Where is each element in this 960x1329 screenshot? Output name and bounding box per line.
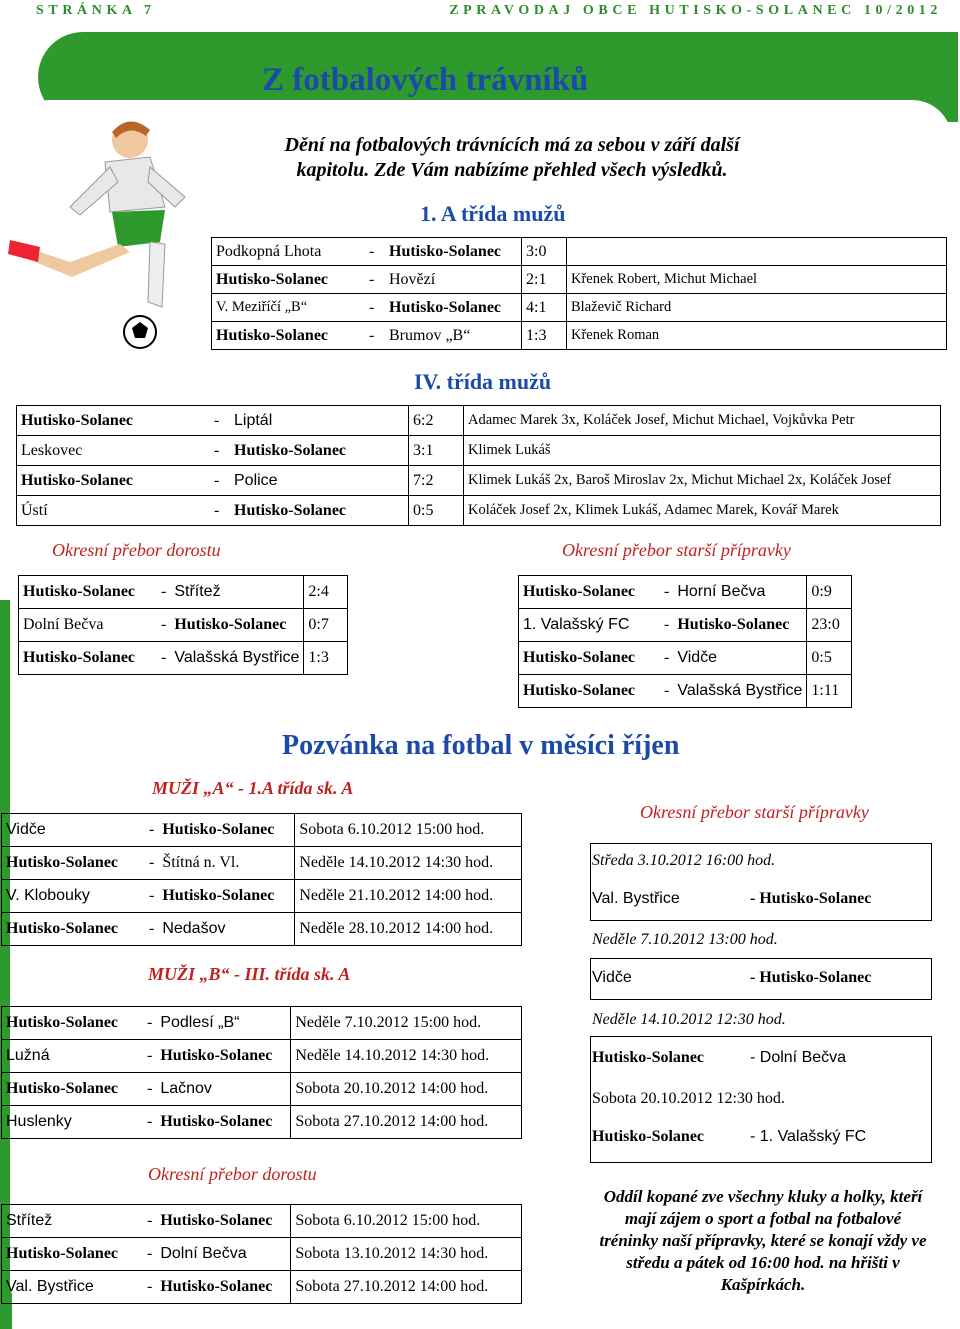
separator: -	[157, 576, 170, 609]
separator: -	[143, 1271, 156, 1304]
dorost-fixtures-title: Okresní přebor dorostu	[148, 1164, 317, 1184]
away-team: Hutisko-Solanec	[230, 496, 409, 526]
away-team: Hutisko-Solanec	[156, 1106, 291, 1139]
invitation-title: Pozvánka na fotbal v měsíci říjen	[282, 730, 680, 761]
fixture-away: - Hutisko-Solanec	[750, 890, 872, 907]
dorost-fixtures-table	[1, 1204, 522, 1304]
separator: -	[143, 1073, 156, 1106]
home-team: Hutisko-Solanec	[2, 913, 146, 946]
away-team: Brumov „B“	[385, 322, 522, 350]
score: 3:1	[409, 436, 464, 466]
home-team: 1. Valašský FC	[519, 609, 661, 642]
scorers: Křenek Robert, Michut Michael	[567, 266, 947, 294]
fixture-home: Hutisko-Solanec	[592, 1128, 705, 1145]
home-team: V. Meziříčí „B“	[212, 294, 366, 322]
table-row	[19, 576, 348, 609]
date: Sobota 13.10.2012 14:30 hod.	[291, 1238, 522, 1271]
date: Neděle 21.10.2012 14:00 hod.	[295, 880, 522, 913]
home-team: Hutisko-Solanec	[519, 576, 661, 609]
muzi-a-title: MUŽI „A“ - 1.A třída sk. A	[152, 778, 354, 798]
scorers: Klimek Lukáš	[464, 436, 941, 466]
date: Neděle 7.10.2012 15:00 hod.	[291, 1007, 522, 1040]
score: 1:3	[304, 642, 348, 675]
score: 0:7	[304, 609, 348, 642]
home-team: Hutisko-Solanec	[19, 576, 158, 609]
fixture-home: Vidče	[592, 969, 632, 986]
table-row	[2, 1205, 522, 1238]
table-row	[519, 675, 852, 708]
separator: -	[365, 294, 385, 322]
table-row	[17, 436, 941, 466]
separator: -	[145, 814, 158, 847]
away-team: Valašská Bystřice	[673, 675, 807, 708]
pripravka-results-table	[518, 575, 852, 708]
page-title: Z fotbalových trávníků	[262, 62, 589, 98]
score: 0:5	[807, 642, 852, 675]
home-team: Hutisko-Solanec	[212, 322, 366, 350]
fixture-home: Val. Bystřice	[592, 890, 680, 907]
separator: -	[145, 880, 158, 913]
pripravka-fixtures-title: Okresní přebor starší přípravky	[640, 802, 869, 822]
score: 4:1	[522, 294, 567, 322]
scorers: Adamec Marek 3x, Koláček Josef, Michut Michael, Vojkůvka Petr	[464, 406, 941, 436]
score: 2:1	[522, 266, 567, 294]
separator: -	[365, 322, 385, 350]
table-row	[2, 1106, 522, 1139]
score: 7:2	[409, 466, 464, 496]
table-row	[2, 814, 522, 847]
away-team: Štítná n. Vl.	[158, 847, 295, 880]
home-team: V. Klobouky	[2, 880, 146, 913]
table-row	[212, 294, 947, 322]
date: Sobota 20.10.2012 14:00 hod.	[291, 1073, 522, 1106]
away-team: Hutisko-Solanec	[230, 436, 409, 466]
table-row	[2, 880, 522, 913]
score: 1:3	[522, 322, 567, 350]
separator: -	[660, 675, 673, 708]
training-invitation-text: Oddíl kopané zve všechny kluky a holky, kteří mají zájem o sport a fotbal na fotbalové tréninky naší přípravky, které se konají vždy ve středu a pátek od 16:00 hod. na hřišti v Kašpírkách.	[599, 1187, 927, 1294]
away-team: Valašská Bystřice	[170, 642, 304, 675]
home-team: Hutisko-Solanec	[212, 266, 366, 294]
score: 3:0	[522, 238, 567, 266]
score: 23:0	[807, 609, 852, 642]
separator: -	[210, 436, 230, 466]
separator: -	[365, 238, 385, 266]
separator: -	[157, 609, 170, 642]
fixture-away: - Dolní Bečva	[750, 1049, 847, 1066]
home-team: Ústí	[17, 496, 211, 526]
date: Sobota 6.10.2012 15:00 hod.	[291, 1205, 522, 1238]
home-team: Hutisko-Solanec	[2, 1007, 144, 1040]
separator: -	[210, 406, 230, 436]
pripravka-results-title: Okresní přebor starší přípravky	[562, 540, 791, 560]
separator: -	[660, 642, 673, 675]
away-team: Nedašov	[158, 913, 295, 946]
table-row	[19, 642, 348, 675]
fixture-date: Sobota 20.10.2012 12:30 hod.	[592, 1090, 785, 1107]
table-row	[212, 322, 947, 350]
fixture-away: - 1. Valašský FC	[750, 1128, 867, 1145]
away-team: Vidče	[673, 642, 807, 675]
table-row	[519, 609, 852, 642]
home-team: Hutisko-Solanec	[17, 466, 211, 496]
intro-text: Dění na fotbalových trávnících má za sebou v září další kapitolu. Zde Vám nabízíme přehled všech výsledků.	[284, 134, 740, 181]
date: Neděle 14.10.2012 14:30 hod.	[291, 1040, 522, 1073]
muzi-b-title: MUŽI „B“ - III. třída sk. A	[148, 964, 351, 984]
muzi-b-fixtures-table	[1, 1006, 522, 1139]
away-team: Hutisko-Solanec	[158, 814, 295, 847]
score: 6:2	[409, 406, 464, 436]
away-team: Střítež	[170, 576, 304, 609]
separator: -	[143, 1007, 156, 1040]
table-row	[212, 238, 947, 266]
separator: -	[660, 609, 673, 642]
away-team: Hovězí	[385, 266, 522, 294]
home-team: Val. Bystřice	[2, 1271, 144, 1304]
home-team: Hutisko-Solanec	[2, 847, 146, 880]
home-team: Hutisko-Solanec	[519, 675, 661, 708]
score: 0:5	[409, 496, 464, 526]
separator: -	[145, 913, 158, 946]
home-team: Podkopná Lhota	[212, 238, 366, 266]
page-number: STRÁNKA 7	[36, 3, 156, 18]
separator: -	[143, 1040, 156, 1073]
muzi-a-fixtures-table	[1, 813, 522, 946]
a-class-title: 1. A třída mužů	[420, 201, 566, 226]
date: Sobota 27.10.2012 14:00 hod.	[291, 1271, 522, 1304]
home-team: Hutisko-Solanec	[19, 642, 158, 675]
home-team: Hutisko-Solanec	[17, 406, 211, 436]
separator: -	[660, 576, 673, 609]
separator: -	[365, 266, 385, 294]
away-team: Hutisko-Solanec	[385, 294, 522, 322]
fixture-date: Neděle 7.10.2012 13:00 hod.	[592, 931, 778, 948]
separator: -	[143, 1238, 156, 1271]
away-team: Liptál	[230, 406, 409, 436]
fixture-date: Neděle 14.10.2012 12:30 hod.	[592, 1011, 786, 1028]
table-row	[17, 496, 941, 526]
table-row	[2, 913, 522, 946]
separator: -	[143, 1106, 156, 1139]
table-row	[19, 609, 348, 642]
away-team: Podlesí „B“	[156, 1007, 291, 1040]
scorers: Blaževič Richard	[567, 294, 947, 322]
table-row	[2, 1040, 522, 1073]
away-team: Hutisko-Solanec	[673, 609, 807, 642]
separator: -	[145, 847, 158, 880]
away-team: Police	[230, 466, 409, 496]
dorost-results-title: Okresní přebor dorostu	[52, 540, 221, 560]
table-row	[2, 1271, 522, 1304]
home-team: Huslenky	[2, 1106, 144, 1139]
page-header	[0, 3, 960, 23]
date: Sobota 6.10.2012 15:00 hod.	[295, 814, 522, 847]
scorers: Klimek Lukáš 2x, Baroš Miroslav 2x, Michut Michael 2x, Koláček Josef	[464, 466, 941, 496]
date: Neděle 28.10.2012 14:00 hod.	[295, 913, 522, 946]
date: Neděle 14.10.2012 14:30 hod.	[295, 847, 522, 880]
score: 2:4	[304, 576, 348, 609]
home-team: Vidče	[2, 814, 146, 847]
table-row	[519, 642, 852, 675]
away-team: Hutisko-Solanec	[156, 1205, 291, 1238]
football-player-illustration	[0, 112, 200, 352]
home-team: Leskovec	[17, 436, 211, 466]
table-row	[17, 406, 941, 436]
score: 0:9	[807, 576, 852, 609]
scorers: Křenek Roman	[567, 322, 947, 350]
home-team: Lužná	[2, 1040, 144, 1073]
home-team: Hutisko-Solanec	[2, 1238, 144, 1271]
home-team: Střítež	[2, 1205, 144, 1238]
table-row	[2, 1238, 522, 1271]
away-team: Hutisko-Solanec	[158, 880, 295, 913]
away-team: Hutisko-Solanec	[156, 1271, 291, 1304]
away-team: Hutisko-Solanec	[385, 238, 522, 266]
table-row	[2, 1073, 522, 1106]
away-team: Hutisko-Solanec	[156, 1040, 291, 1073]
iv-class-results-table	[16, 405, 941, 526]
fixture-away: - Hutisko-Solanec	[750, 969, 872, 986]
score: 1:11	[807, 675, 852, 708]
scorers	[567, 238, 947, 266]
fixture-home: Hutisko-Solanec	[592, 1049, 705, 1066]
a-class-results-table	[211, 237, 947, 350]
scorers: Koláček Josef 2x, Klimek Lukáš, Adamec Marek, Kovář Marek	[464, 496, 941, 526]
home-team: Hutisko-Solanec	[2, 1073, 144, 1106]
away-team: Horní Bečva	[673, 576, 807, 609]
home-team: Dolní Bečva	[19, 609, 158, 642]
table-row	[2, 847, 522, 880]
home-team: Hutisko-Solanec	[519, 642, 661, 675]
table-row	[17, 466, 941, 496]
separator: -	[143, 1205, 156, 1238]
publication-title: ZPRAVODAJ OBCE HUTISKO-SOLANEC 10/2012	[449, 3, 942, 18]
table-row	[2, 1007, 522, 1040]
separator: -	[157, 642, 170, 675]
iv-class-title: IV. třída mužů	[414, 369, 552, 394]
table-row	[212, 266, 947, 294]
table-row	[519, 576, 852, 609]
separator: -	[210, 466, 230, 496]
away-team: Dolní Bečva	[156, 1238, 291, 1271]
away-team: Lačnov	[156, 1073, 291, 1106]
date: Sobota 27.10.2012 14:00 hod.	[291, 1106, 522, 1139]
away-team: Hutisko-Solanec	[170, 609, 304, 642]
separator: -	[210, 496, 230, 526]
dorost-results-table	[18, 575, 348, 675]
fixture-date: Středa 3.10.2012 16:00 hod.	[592, 852, 776, 869]
